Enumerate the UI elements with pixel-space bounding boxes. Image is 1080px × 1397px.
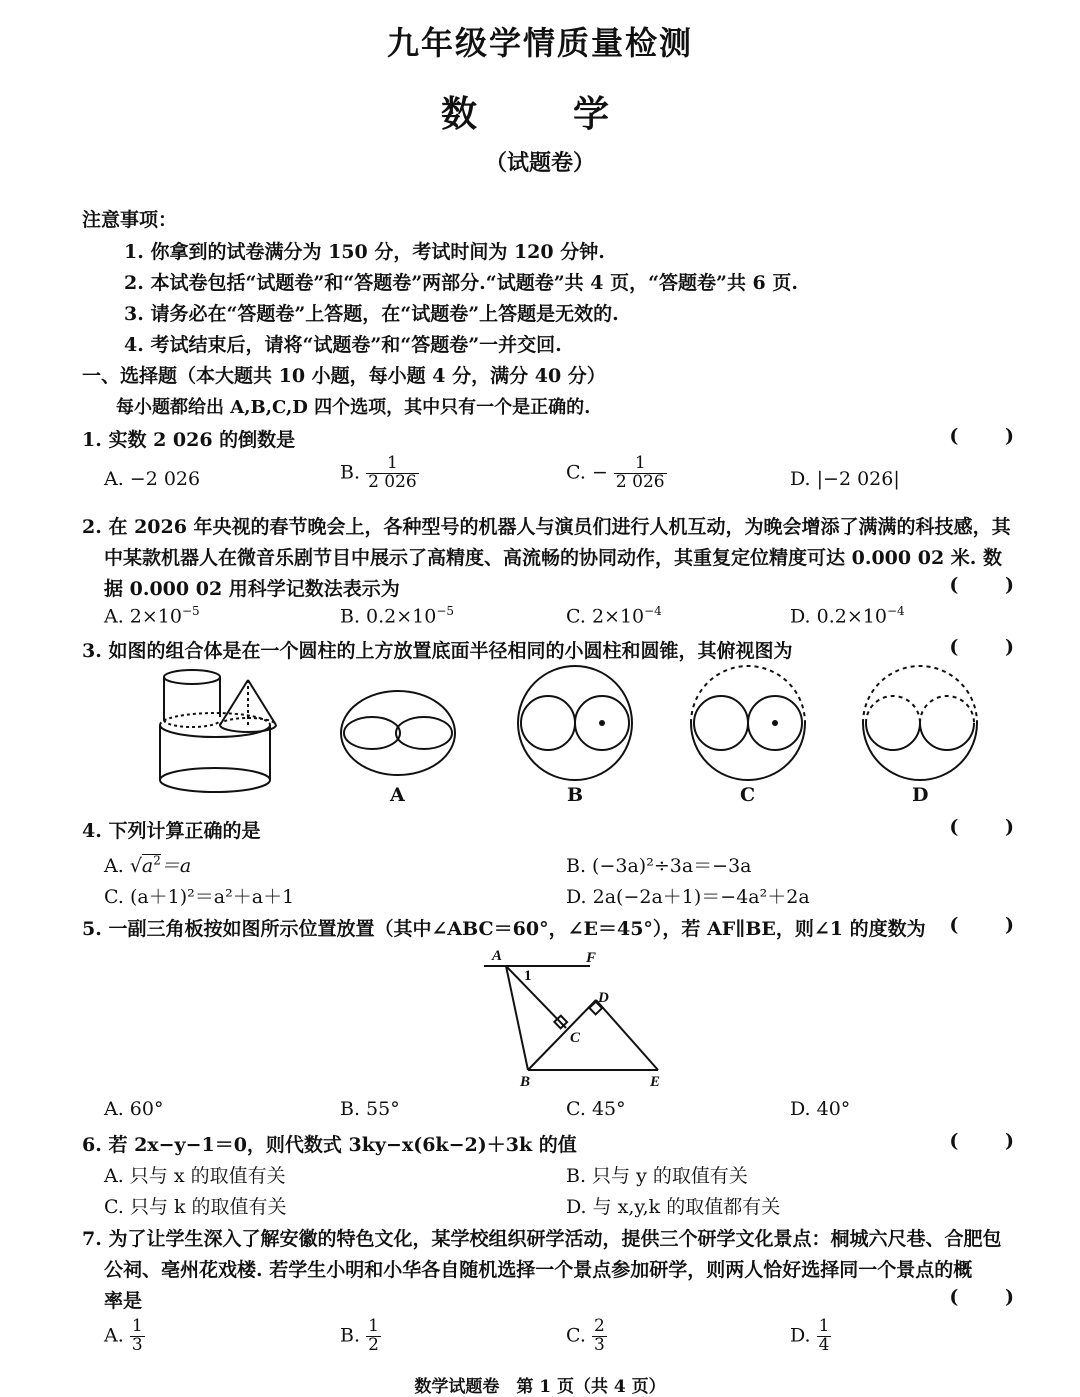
q3-option-d-figure — [860, 663, 980, 783]
notice-item: 1. 你拿到的试卷满分为 150 分，考试时间为 120 分钟. — [124, 241, 605, 263]
q2-option-b — [340, 604, 454, 627]
q3-option-a-figure — [338, 688, 458, 778]
q7-option-c-fraction — [592, 1318, 607, 1355]
q3-label-d: D — [912, 784, 929, 806]
option-label: A. — [104, 855, 124, 877]
fraction-numerator: 1 — [366, 455, 419, 474]
option-label: C. — [566, 1324, 586, 1347]
option-label: D. — [790, 1324, 811, 1347]
q5-option-a: A. 60° — [104, 1098, 164, 1120]
radicand — [142, 854, 161, 877]
option-exponent: −4 — [644, 604, 662, 618]
answer-paren: ( ) — [949, 1286, 1034, 1308]
q1-option-d: D. |−2 026| — [790, 468, 900, 490]
q7-option-b — [340, 1318, 381, 1355]
q5-option-d: D. 40° — [790, 1098, 851, 1120]
question-4-stem: 4. 下列计算正确的是 — [82, 820, 261, 842]
q1-option-c-fraction — [614, 455, 667, 492]
fraction-denominator: 4 — [818, 1334, 830, 1355]
point-label-b: B — [520, 1074, 531, 1090]
q2-option-d — [790, 604, 905, 627]
volume-label: （试题卷） — [484, 150, 595, 176]
answer-paren: ( ) — [949, 816, 1034, 838]
radicand-exponent: 2 — [153, 853, 161, 868]
q3-option-b-figure — [515, 663, 635, 783]
point-label-d: D — [598, 990, 609, 1006]
question-7-line: 7. 为了让学生深入了解安徽的特色文化，某学校组织研学活动，提供三个研学文化景点：桐城六尺巷、合肥包 — [82, 1228, 1002, 1250]
q4-option-a — [104, 851, 191, 878]
option-exponent: −4 — [886, 604, 905, 618]
q3-label-a: A — [390, 784, 405, 806]
q1-option-b-fraction — [366, 455, 419, 492]
fraction-denominator: 3 — [593, 1334, 605, 1355]
q7-option-b-fraction — [366, 1318, 381, 1355]
q6-option-b: B. 只与 y 的取值有关 — [566, 1165, 748, 1187]
q1-option-b — [340, 455, 419, 492]
q3-label-b: B — [567, 784, 584, 806]
fraction-numerator: 1 — [368, 1316, 379, 1336]
radicand-base: a — [141, 855, 154, 877]
question-7-line: 公祠、亳州花戏楼. 若学生小明和小华各自随机选择一个景点参加研学，则两人恰好选择同一个景点的概 — [104, 1259, 973, 1281]
page-footer: 数学试题卷 第 1 页（共 4 页） — [414, 1377, 666, 1397]
exam-title: 九年级学情质量检测 — [386, 24, 693, 62]
point-label-c: C — [570, 1030, 581, 1046]
point-label-a: A — [492, 948, 503, 964]
q1-option-a: A. −2 026 — [104, 468, 201, 490]
section-instruction: 每小题都给出 A,B,C,D 四个选项，其中只有一个是正确的. — [116, 397, 591, 418]
q6-option-c: C. 只与 k 的取值有关 — [104, 1196, 287, 1218]
notice-item: 4. 考试结束后，请将“试题卷”和“答题卷”一并交回. — [124, 334, 562, 356]
notice-heading: 注意事项： — [82, 209, 178, 231]
q7-option-c — [566, 1318, 607, 1355]
option-label: A. — [104, 1324, 124, 1347]
option-exponent: −5 — [182, 604, 200, 618]
section-heading: 一、选择题（本大题共 10 小题，每小题 4 分，满分 40 分） — [82, 365, 606, 387]
q2-option-a — [104, 604, 200, 627]
q5-option-c: C. 45° — [566, 1098, 626, 1120]
q4-option-d: D. 2a(−2a＋1)＝−4a²＋2a — [566, 886, 810, 908]
q1-option-c — [566, 455, 667, 492]
q1-option-c-label: C. − — [566, 461, 608, 484]
answer-paren: ( ) — [949, 636, 1034, 658]
question-5-stem: 5. 一副三角板按如图所示位置放置（其中∠ABC＝60°，∠E＝45°），若 AF∥BE，则∠1 的度数为 — [82, 918, 926, 940]
question-2-line: 据 0.000 02 用科学记数法表示为 — [104, 578, 400, 600]
fraction-numerator: 2 — [593, 1316, 605, 1336]
fraction-numerator: 1 — [818, 1316, 830, 1336]
q7-option-a-fraction — [130, 1318, 145, 1355]
question-2-line: 2. 在 2026 年央视的春节晚会上，各种型号的机器人与演员们进行人机互动，为晚会增添了满满的科技感，其 — [82, 516, 1011, 538]
answer-paren: ( ) — [949, 1130, 1034, 1152]
sqrt-sign: √ — [129, 855, 142, 877]
q4-option-b: B. (−3a)²÷3a＝−3a — [566, 855, 752, 877]
answer-paren: ( ) — [949, 425, 1034, 447]
question-7-line: 率是 — [104, 1290, 143, 1312]
option-base: D. 0.2×10 — [790, 605, 887, 628]
q3-label-c: C — [740, 784, 756, 806]
option-rest: ＝a — [160, 855, 192, 877]
q3-option-c-figure — [688, 663, 808, 783]
fraction-denominator: 2 026 — [615, 471, 665, 492]
question-1-stem: 1. 实数 2 026 的倒数是 — [82, 429, 296, 451]
option-label: B. — [340, 1324, 361, 1347]
fraction-denominator: 2 026 — [368, 471, 417, 492]
question-3-stem: 3. 如图的组合体是在一个圆柱的上方放置底面半径相同的小圆柱和圆锥，其俯视图为 — [82, 640, 793, 662]
q6-option-d: D. 与 x,y,k 的取值都有关 — [566, 1196, 781, 1218]
subject-title: 数 学 — [440, 93, 639, 135]
option-base: C. 2×10 — [566, 605, 645, 628]
q5-triangle-figure — [478, 942, 678, 1090]
point-label-f: F — [586, 950, 597, 966]
answer-paren: ( ) — [949, 914, 1034, 936]
fraction-numerator: 1 — [131, 1316, 143, 1336]
fraction-numerator: 1 — [614, 455, 667, 474]
q6-option-a: A. 只与 x 的取值有关 — [104, 1165, 286, 1187]
point-label-e: E — [650, 1074, 661, 1090]
q7-option-d-fraction — [817, 1318, 832, 1355]
option-exponent: −5 — [436, 604, 455, 618]
notice-item: 3. 请务必在“答题卷”上答题，在“试题卷”上答题是无效的. — [124, 303, 619, 325]
q1-option-b-label: B. — [340, 461, 361, 484]
q7-option-a — [104, 1318, 145, 1355]
fraction-denominator: 3 — [131, 1334, 143, 1355]
q7-option-d — [790, 1318, 831, 1355]
option-base: B. 0.2×10 — [340, 605, 437, 628]
notice-item: 2. 本试卷包括“试题卷”和“答题卷”两部分.“试题卷”共 4 页，“答题卷”共 6 页. — [124, 272, 799, 294]
angle-label-1: 1 — [524, 968, 532, 984]
question-6-stem: 6. 若 2x−y−1＝0，则代数式 3ky−x(6k−2)＋3k 的值 — [82, 1134, 577, 1156]
q4-option-c: C. (a＋1)²＝a²＋a＋1 — [104, 886, 295, 908]
q3-solid-figure — [155, 665, 295, 795]
question-2-line: 中某款机器人在微音乐剧节目中展示了高精度、高流畅的协同动作，其重复定位精度可达 0.000 02 米. 数 — [104, 547, 1003, 569]
q2-option-c — [566, 604, 662, 627]
option-base: A. 2×10 — [104, 605, 182, 628]
fraction-denominator: 2 — [368, 1334, 379, 1355]
answer-paren: ( ) — [949, 574, 1034, 596]
q5-option-b: B. 55° — [340, 1098, 400, 1120]
